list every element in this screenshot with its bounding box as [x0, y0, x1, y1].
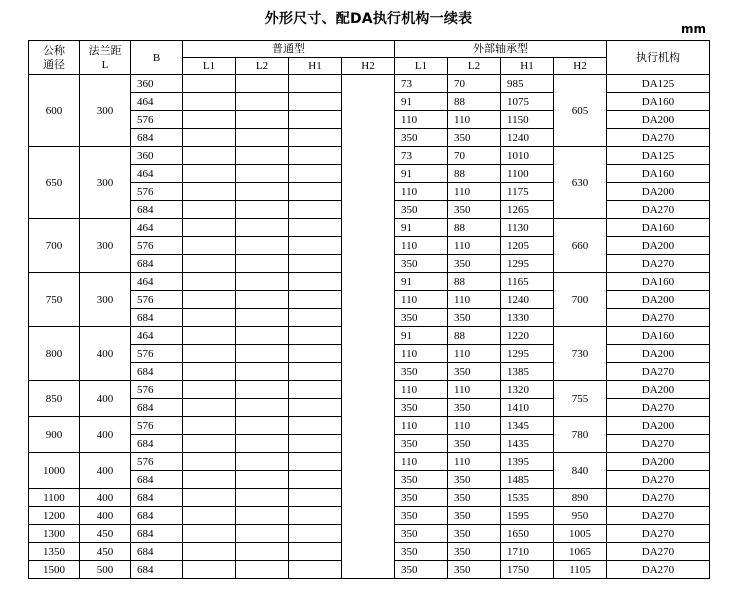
- external-h1-cell: 1410: [501, 399, 554, 417]
- b-cell: 684: [131, 489, 183, 507]
- actuator-cell: DA160: [607, 93, 710, 111]
- b-cell: 464: [131, 327, 183, 345]
- normal-h1-cell: [289, 381, 342, 399]
- header-external-l2: L2: [448, 58, 501, 75]
- normal-l1-cell: [183, 489, 236, 507]
- external-h1-cell: 1075: [501, 93, 554, 111]
- normal-l1-cell: [183, 381, 236, 399]
- external-l1-cell: 110: [395, 417, 448, 435]
- normal-l1-cell: [183, 363, 236, 381]
- external-l1-cell: 73: [395, 147, 448, 165]
- actuator-cell: DA200: [607, 111, 710, 129]
- header-nominal-diameter-line2: 通径: [43, 58, 65, 71]
- normal-l2-cell: [236, 507, 289, 525]
- external-h1-cell: 1535: [501, 489, 554, 507]
- normal-h2-cell: [342, 75, 395, 579]
- external-h1-cell: 1010: [501, 147, 554, 165]
- normal-h1-cell: [289, 327, 342, 345]
- actuator-cell: DA270: [607, 363, 710, 381]
- normal-h1-cell: [289, 507, 342, 525]
- b-cell: 360: [131, 147, 183, 165]
- actuator-cell: DA270: [607, 471, 710, 489]
- table-row: [29, 75, 710, 93]
- external-l1-cell: 350: [395, 255, 448, 273]
- normal-l2-cell: [236, 417, 289, 435]
- external-l2-cell: 88: [448, 219, 501, 237]
- b-cell: 684: [131, 201, 183, 219]
- normal-l2-cell: [236, 399, 289, 417]
- header-flange-distance-line2: L: [101, 58, 109, 71]
- external-l2-cell: 110: [448, 111, 501, 129]
- external-l1-cell: 350: [395, 561, 448, 579]
- normal-l2-cell: [236, 273, 289, 291]
- normal-h1-cell: [289, 129, 342, 147]
- external-h2-cell: 660: [554, 219, 607, 273]
- b-cell: 576: [131, 183, 183, 201]
- external-h2-cell: 605: [554, 75, 607, 147]
- external-l1-cell: 110: [395, 381, 448, 399]
- normal-h1-cell: [289, 75, 342, 93]
- b-cell: 576: [131, 381, 183, 399]
- actuator-cell: DA270: [607, 489, 710, 507]
- external-l2-cell: 350: [448, 471, 501, 489]
- normal-l2-cell: [236, 111, 289, 129]
- flange-distance-cell: 400: [80, 381, 131, 417]
- normal-l2-cell: [236, 435, 289, 453]
- normal-h1-cell: [289, 309, 342, 327]
- header-flange-distance: [80, 41, 131, 75]
- normal-h1-cell: [289, 255, 342, 273]
- normal-h1-cell: [289, 489, 342, 507]
- external-h1-cell: 1100: [501, 165, 554, 183]
- actuator-cell: DA200: [607, 237, 710, 255]
- external-l1-cell: 350: [395, 435, 448, 453]
- external-h1-cell: 1320: [501, 381, 554, 399]
- normal-l2-cell: [236, 255, 289, 273]
- normal-l2-cell: [236, 237, 289, 255]
- normal-h1-cell: [289, 471, 342, 489]
- external-l2-cell: 70: [448, 75, 501, 93]
- external-h1-cell: 1295: [501, 255, 554, 273]
- external-l1-cell: 350: [395, 489, 448, 507]
- external-h1-cell: 1385: [501, 363, 554, 381]
- b-cell: 464: [131, 219, 183, 237]
- actuator-cell: DA125: [607, 75, 710, 93]
- flange-distance-cell: 300: [80, 273, 131, 327]
- flange-distance-cell: 300: [80, 75, 131, 147]
- external-h1-cell: 1175: [501, 183, 554, 201]
- external-l2-cell: 350: [448, 543, 501, 561]
- normal-l1-cell: [183, 201, 236, 219]
- normal-l1-cell: [183, 291, 236, 309]
- external-h1-cell: 1595: [501, 507, 554, 525]
- external-l2-cell: 350: [448, 255, 501, 273]
- actuator-cell: DA200: [607, 345, 710, 363]
- unit-label: mm: [680, 22, 706, 36]
- document-title: 外形尺寸、配DA执行机构一续表: [264, 11, 473, 27]
- nominal-diameter-cell: 800: [29, 327, 80, 381]
- normal-l2-cell: [236, 561, 289, 579]
- external-l2-cell: 70: [448, 147, 501, 165]
- header-b: B: [131, 41, 183, 75]
- normal-l1-cell: [183, 507, 236, 525]
- nominal-diameter-cell: 700: [29, 219, 80, 273]
- normal-h1-cell: [289, 183, 342, 201]
- table-body: [29, 41, 710, 579]
- normal-h1-cell: [289, 219, 342, 237]
- external-l2-cell: 350: [448, 399, 501, 417]
- external-l1-cell: 73: [395, 75, 448, 93]
- normal-l2-cell: [236, 453, 289, 471]
- actuator-cell: DA270: [607, 507, 710, 525]
- normal-l2-cell: [236, 75, 289, 93]
- external-l1-cell: 350: [395, 543, 448, 561]
- external-h2-cell: 755: [554, 381, 607, 417]
- normal-l1-cell: [183, 273, 236, 291]
- normal-h1-cell: [289, 111, 342, 129]
- external-h1-cell: 1240: [501, 291, 554, 309]
- b-cell: 464: [131, 273, 183, 291]
- actuator-cell: DA200: [607, 183, 710, 201]
- normal-l1-cell: [183, 327, 236, 345]
- flange-distance-cell: 400: [80, 453, 131, 489]
- actuator-cell: DA200: [607, 291, 710, 309]
- external-h1-cell: 1330: [501, 309, 554, 327]
- nominal-diameter-cell: 1200: [29, 507, 80, 525]
- normal-h1-cell: [289, 93, 342, 111]
- b-cell: 464: [131, 93, 183, 111]
- normal-h1-cell: [289, 417, 342, 435]
- b-cell: 576: [131, 417, 183, 435]
- header-external-h1: H1: [501, 58, 554, 75]
- normal-h1-cell: [289, 435, 342, 453]
- b-cell: 576: [131, 453, 183, 471]
- nominal-diameter-cell: 850: [29, 381, 80, 417]
- external-h2-cell: 890: [554, 489, 607, 507]
- external-l2-cell: 110: [448, 237, 501, 255]
- normal-h1-cell: [289, 291, 342, 309]
- normal-l2-cell: [236, 219, 289, 237]
- nominal-diameter-cell: 900: [29, 417, 80, 453]
- normal-h1-cell: [289, 345, 342, 363]
- normal-h1-cell: [289, 399, 342, 417]
- nominal-diameter-cell: 650: [29, 147, 80, 219]
- external-h1-cell: 1650: [501, 525, 554, 543]
- flange-distance-cell: 400: [80, 417, 131, 453]
- actuator-cell: DA270: [607, 543, 710, 561]
- b-cell: 576: [131, 345, 183, 363]
- normal-h1-cell: [289, 165, 342, 183]
- external-l1-cell: 350: [395, 471, 448, 489]
- header-normal-type: 普通型: [183, 41, 395, 58]
- header-normal-h2: H2: [342, 58, 395, 75]
- external-l2-cell: 88: [448, 273, 501, 291]
- normal-h1-cell: [289, 237, 342, 255]
- external-h2-cell: 1105: [554, 561, 607, 579]
- header-external-l1: L1: [395, 58, 448, 75]
- actuator-cell: DA270: [607, 399, 710, 417]
- external-l2-cell: 88: [448, 327, 501, 345]
- normal-h1-cell: [289, 543, 342, 561]
- external-l2-cell: 350: [448, 129, 501, 147]
- b-cell: 684: [131, 507, 183, 525]
- external-l2-cell: 110: [448, 345, 501, 363]
- header-nominal-diameter-line1: 公称: [43, 44, 65, 57]
- normal-h1-cell: [289, 525, 342, 543]
- normal-l1-cell: [183, 543, 236, 561]
- normal-l1-cell: [183, 525, 236, 543]
- actuator-cell: DA270: [607, 561, 710, 579]
- nominal-diameter-cell: 1300: [29, 525, 80, 543]
- external-h2-cell: 840: [554, 453, 607, 489]
- normal-l1-cell: [183, 129, 236, 147]
- normal-l1-cell: [183, 471, 236, 489]
- external-h1-cell: 1150: [501, 111, 554, 129]
- b-cell: 684: [131, 471, 183, 489]
- nominal-diameter-cell: 1000: [29, 453, 80, 489]
- external-l1-cell: 110: [395, 291, 448, 309]
- external-l2-cell: 88: [448, 165, 501, 183]
- external-l2-cell: 88: [448, 93, 501, 111]
- actuator-cell: DA200: [607, 453, 710, 471]
- actuator-cell: DA160: [607, 165, 710, 183]
- normal-l2-cell: [236, 165, 289, 183]
- external-l2-cell: 350: [448, 507, 501, 525]
- normal-l1-cell: [183, 561, 236, 579]
- header-external-bearing-type: 外部轴承型: [395, 41, 607, 58]
- external-l1-cell: 110: [395, 111, 448, 129]
- b-cell: 684: [131, 543, 183, 561]
- normal-l2-cell: [236, 363, 289, 381]
- normal-l1-cell: [183, 417, 236, 435]
- external-l1-cell: 91: [395, 273, 448, 291]
- normal-l1-cell: [183, 93, 236, 111]
- external-h2-cell: 950: [554, 507, 607, 525]
- external-h2-cell: 700: [554, 273, 607, 327]
- normal-l2-cell: [236, 327, 289, 345]
- header-normal-l2: L2: [236, 58, 289, 75]
- normal-l1-cell: [183, 75, 236, 93]
- header-row-1: [29, 41, 710, 58]
- flange-distance-cell: 500: [80, 561, 131, 579]
- external-l2-cell: 350: [448, 489, 501, 507]
- external-l1-cell: 110: [395, 183, 448, 201]
- normal-l2-cell: [236, 183, 289, 201]
- external-l2-cell: 110: [448, 417, 501, 435]
- external-l2-cell: 110: [448, 183, 501, 201]
- b-cell: 684: [131, 309, 183, 327]
- external-h1-cell: 1710: [501, 543, 554, 561]
- external-l2-cell: 110: [448, 453, 501, 471]
- normal-h1-cell: [289, 147, 342, 165]
- header-actuator: 执行机构: [607, 41, 710, 75]
- normal-l2-cell: [236, 543, 289, 561]
- b-cell: 684: [131, 129, 183, 147]
- external-l1-cell: 350: [395, 525, 448, 543]
- actuator-cell: DA270: [607, 525, 710, 543]
- normal-l2-cell: [236, 345, 289, 363]
- actuator-cell: DA160: [607, 273, 710, 291]
- external-l1-cell: 350: [395, 201, 448, 219]
- normal-h1-cell: [289, 201, 342, 219]
- b-cell: 684: [131, 363, 183, 381]
- external-h1-cell: 1265: [501, 201, 554, 219]
- flange-distance-cell: 450: [80, 525, 131, 543]
- external-h1-cell: 1220: [501, 327, 554, 345]
- nominal-diameter-cell: 750: [29, 273, 80, 327]
- flange-distance-cell: 400: [80, 489, 131, 507]
- external-l1-cell: 91: [395, 219, 448, 237]
- actuator-cell: DA270: [607, 201, 710, 219]
- normal-h1-cell: [289, 561, 342, 579]
- external-h1-cell: 1240: [501, 129, 554, 147]
- external-h1-cell: 985: [501, 75, 554, 93]
- actuator-cell: DA270: [607, 129, 710, 147]
- dimension-table: [28, 40, 710, 579]
- b-cell: 576: [131, 111, 183, 129]
- header-flange-distance-line1: 法兰距: [88, 44, 122, 57]
- normal-l2-cell: [236, 309, 289, 327]
- b-cell: 684: [131, 435, 183, 453]
- b-cell: 684: [131, 561, 183, 579]
- actuator-cell: DA200: [607, 381, 710, 399]
- normal-l2-cell: [236, 129, 289, 147]
- external-h1-cell: 1345: [501, 417, 554, 435]
- normal-l1-cell: [183, 345, 236, 363]
- normal-l2-cell: [236, 201, 289, 219]
- external-h1-cell: 1435: [501, 435, 554, 453]
- external-h2-cell: 1005: [554, 525, 607, 543]
- b-cell: 684: [131, 399, 183, 417]
- external-h1-cell: 1130: [501, 219, 554, 237]
- flange-distance-cell: 400: [80, 507, 131, 525]
- normal-l1-cell: [183, 165, 236, 183]
- external-h2-cell: 1065: [554, 543, 607, 561]
- external-l1-cell: 91: [395, 165, 448, 183]
- actuator-cell: DA160: [607, 219, 710, 237]
- b-cell: 684: [131, 525, 183, 543]
- header-nominal-diameter: [29, 41, 80, 75]
- external-h1-cell: 1205: [501, 237, 554, 255]
- actuator-cell: DA125: [607, 147, 710, 165]
- external-l1-cell: 350: [395, 507, 448, 525]
- normal-l1-cell: [183, 309, 236, 327]
- external-l2-cell: 350: [448, 561, 501, 579]
- nominal-diameter-cell: 1100: [29, 489, 80, 507]
- normal-l1-cell: [183, 255, 236, 273]
- normal-l1-cell: [183, 111, 236, 129]
- header-normal-h1: H1: [289, 58, 342, 75]
- external-l1-cell: 110: [395, 345, 448, 363]
- actuator-cell: DA160: [607, 327, 710, 345]
- flange-distance-cell: 300: [80, 219, 131, 273]
- external-l2-cell: 350: [448, 363, 501, 381]
- actuator-cell: DA270: [607, 435, 710, 453]
- flange-distance-cell: 400: [80, 327, 131, 381]
- b-cell: 576: [131, 237, 183, 255]
- external-h1-cell: 1395: [501, 453, 554, 471]
- normal-l2-cell: [236, 291, 289, 309]
- external-h1-cell: 1165: [501, 273, 554, 291]
- normal-h1-cell: [289, 363, 342, 381]
- external-l1-cell: 110: [395, 237, 448, 255]
- external-h1-cell: 1750: [501, 561, 554, 579]
- external-l2-cell: 350: [448, 309, 501, 327]
- b-cell: 360: [131, 75, 183, 93]
- external-l1-cell: 91: [395, 93, 448, 111]
- external-l1-cell: 110: [395, 453, 448, 471]
- external-l2-cell: 110: [448, 291, 501, 309]
- b-cell: 464: [131, 165, 183, 183]
- normal-l1-cell: [183, 237, 236, 255]
- flange-distance-cell: 300: [80, 147, 131, 219]
- nominal-diameter-cell: 600: [29, 75, 80, 147]
- normal-l1-cell: [183, 399, 236, 417]
- actuator-cell: DA270: [607, 309, 710, 327]
- nominal-diameter-cell: 1350: [29, 543, 80, 561]
- header-external-h2: H2: [554, 58, 607, 75]
- normal-l1-cell: [183, 147, 236, 165]
- external-l1-cell: 350: [395, 399, 448, 417]
- external-h1-cell: 1485: [501, 471, 554, 489]
- normal-l1-cell: [183, 453, 236, 471]
- normal-l2-cell: [236, 381, 289, 399]
- external-l1-cell: 350: [395, 309, 448, 327]
- actuator-cell: DA270: [607, 255, 710, 273]
- actuator-cell: DA200: [607, 417, 710, 435]
- normal-h1-cell: [289, 273, 342, 291]
- b-cell: 576: [131, 291, 183, 309]
- external-l2-cell: 350: [448, 525, 501, 543]
- external-l1-cell: 91: [395, 327, 448, 345]
- external-l1-cell: 350: [395, 129, 448, 147]
- normal-l2-cell: [236, 147, 289, 165]
- nominal-diameter-cell: 1500: [29, 561, 80, 579]
- external-l2-cell: 110: [448, 381, 501, 399]
- normal-l1-cell: [183, 219, 236, 237]
- b-cell: 684: [131, 255, 183, 273]
- external-h2-cell: 730: [554, 327, 607, 381]
- external-h2-cell: 780: [554, 417, 607, 453]
- external-l1-cell: 350: [395, 363, 448, 381]
- normal-l1-cell: [183, 435, 236, 453]
- normal-l1-cell: [183, 183, 236, 201]
- normal-l2-cell: [236, 489, 289, 507]
- external-l2-cell: 350: [448, 201, 501, 219]
- flange-distance-cell: 450: [80, 543, 131, 561]
- normal-l2-cell: [236, 93, 289, 111]
- external-h1-cell: 1295: [501, 345, 554, 363]
- normal-l2-cell: [236, 525, 289, 543]
- external-l2-cell: 350: [448, 435, 501, 453]
- normal-l2-cell: [236, 471, 289, 489]
- normal-h1-cell: [289, 453, 342, 471]
- external-h2-cell: 630: [554, 147, 607, 219]
- header-normal-l1: L1: [183, 58, 236, 75]
